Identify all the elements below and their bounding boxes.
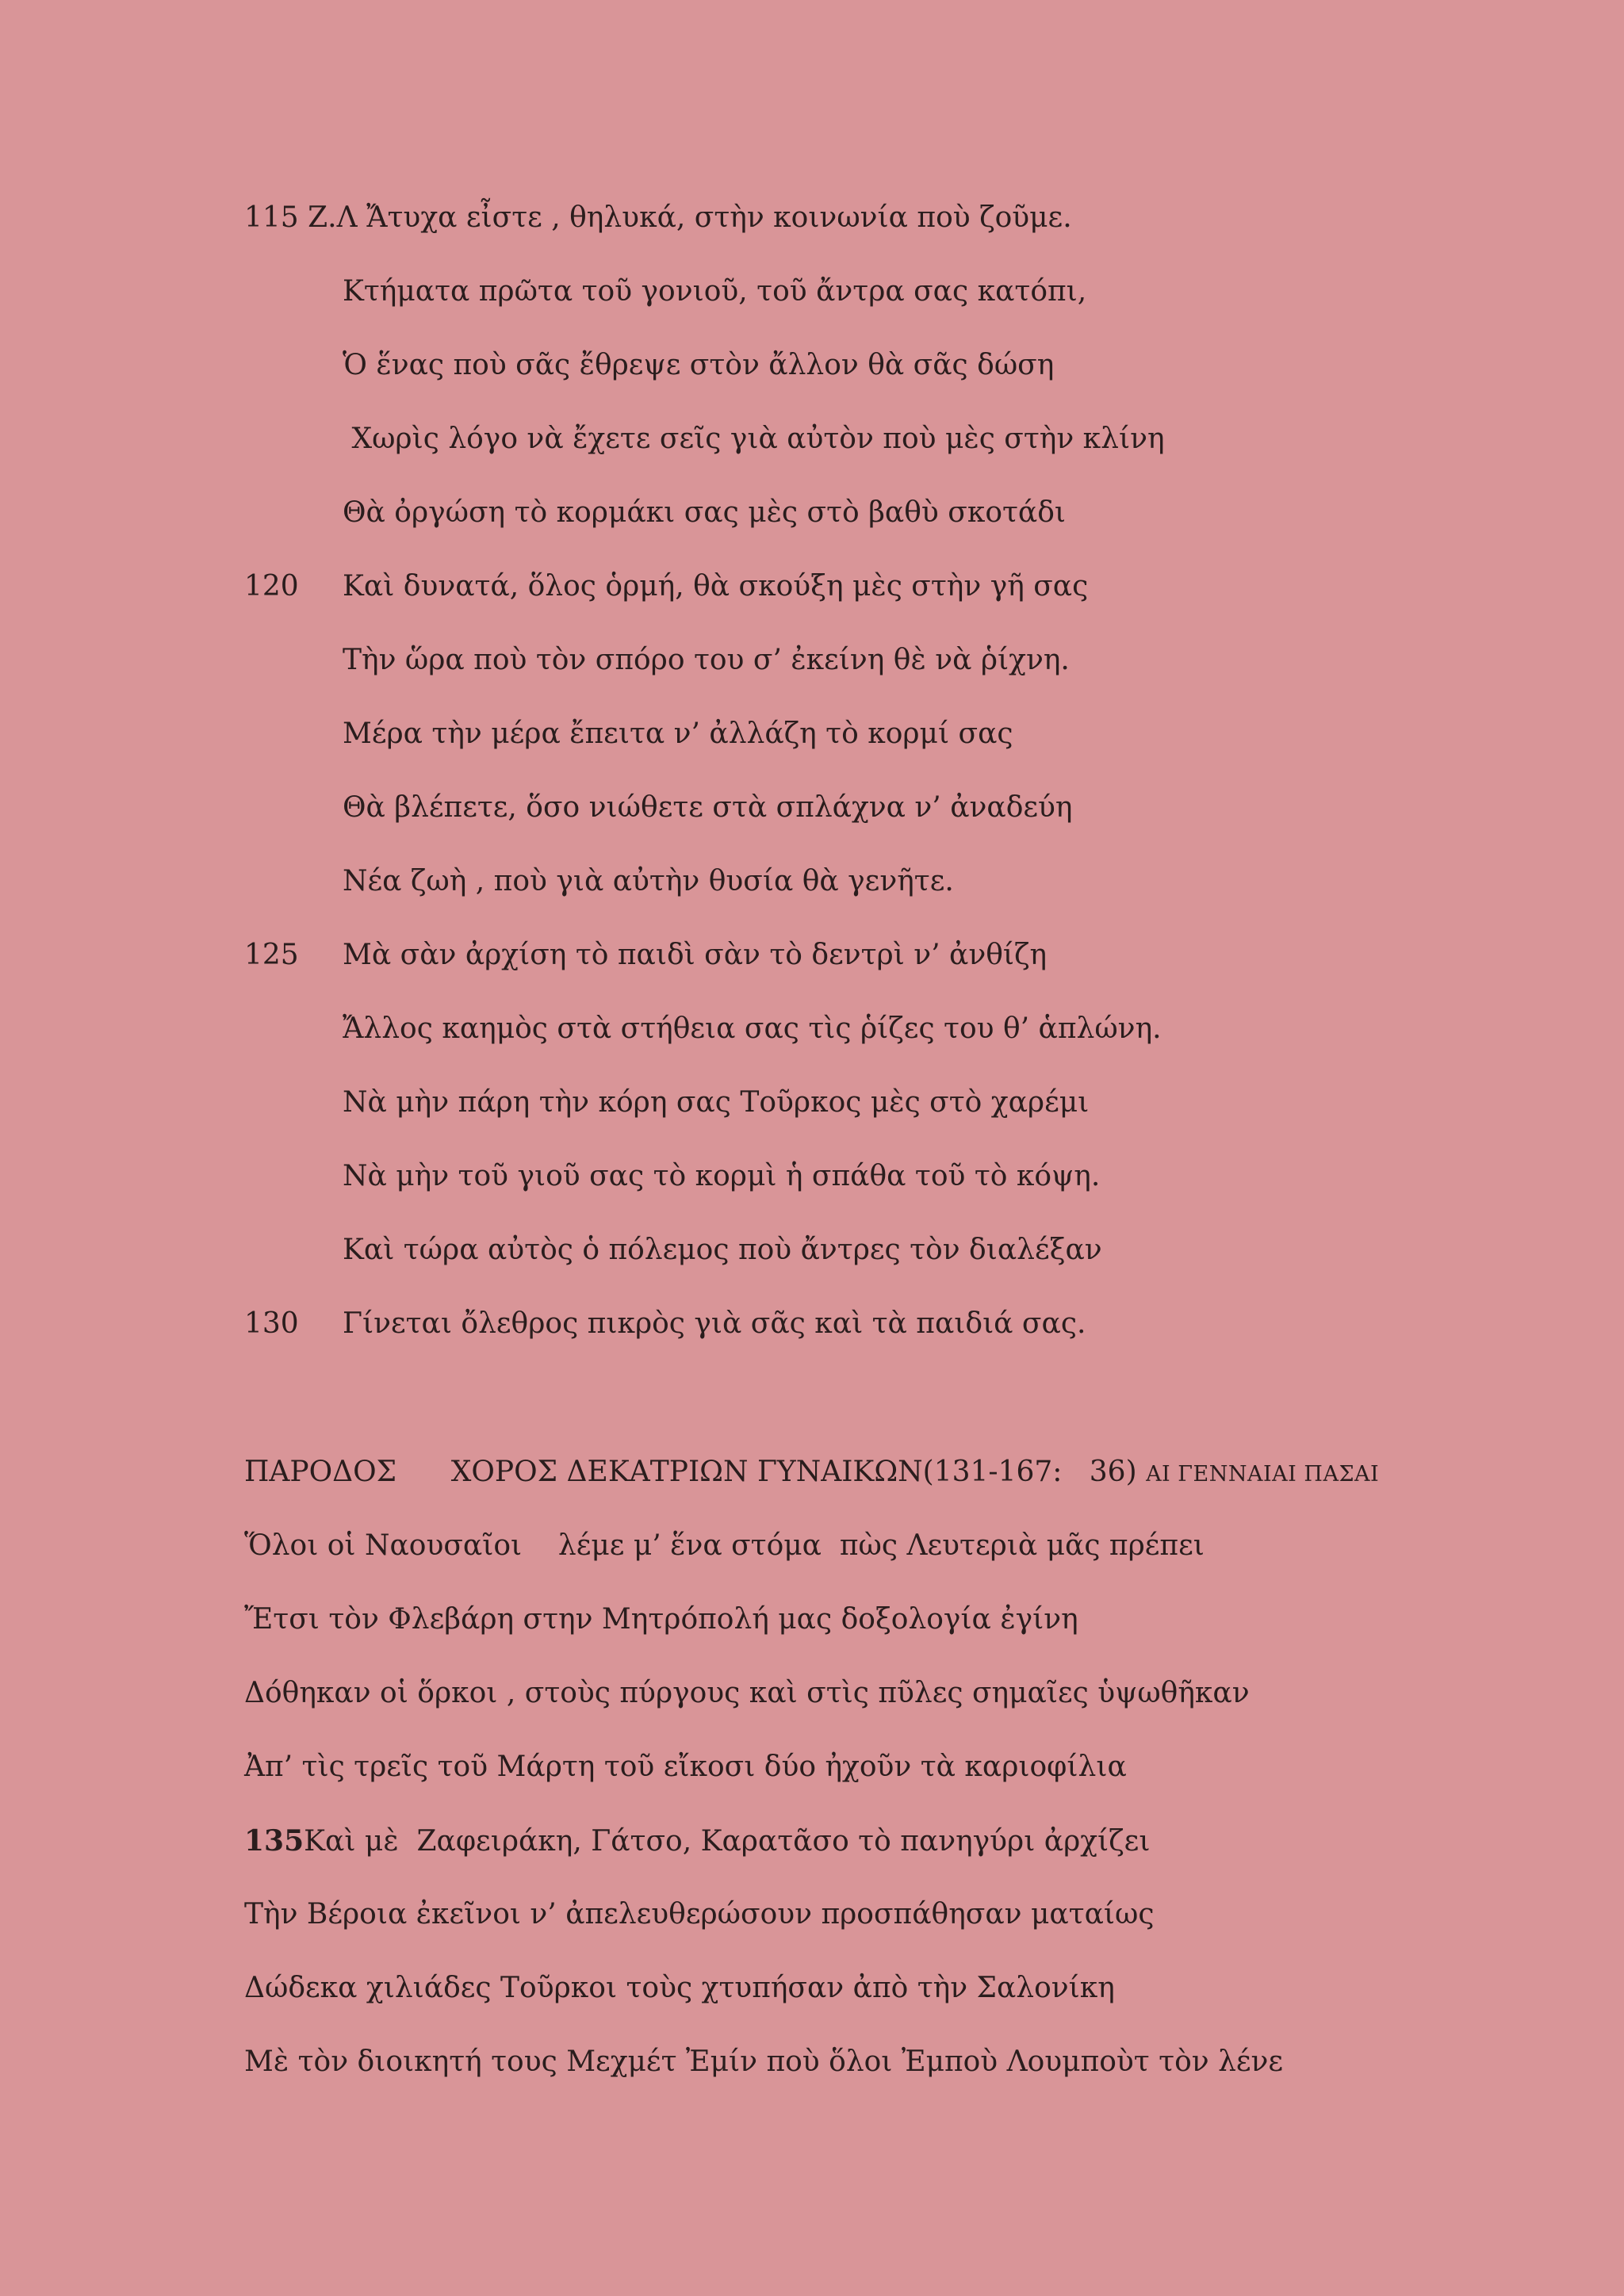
verse-text: Ὁ ἕνας ποὺ σᾶς ἔθρεψε στὸν ἄλλον θὰ σᾶς δώση xyxy=(343,349,1055,381)
verse-text: Γίνεται ὄλεθρος πικρὸς γιὰ σᾶς καὶ τὰ παιδιά σας. xyxy=(343,1307,1086,1340)
line-number: 115 xyxy=(244,201,299,234)
line-number: 125 xyxy=(244,939,299,971)
verse-text: Τὴν ὥρα ποὺ τὸν σπόρο του σ’ ἐκείνη θὲ νὰ ῥίχνη. xyxy=(343,644,1070,676)
verse-text: Μὲ τὸν διοικητή τους Μεχμέτ Ἐμίν ποὺ ὅλοι Ἐμποὺ Λουμποὺτ τὸν λένε xyxy=(244,2045,1284,2078)
verse-text: Τὴν Βέροια ἐκεῖνοι ν’ ἀπελευθερώσουν προσπάθησαν ματαίως xyxy=(244,1898,1155,1931)
verse-line-115 xyxy=(244,198,1072,238)
verse-text: Νέα ζωὴ , ποὺ γιὰ αὐτὴν θυσία θὰ γενῆτε. xyxy=(343,865,954,897)
section-heading xyxy=(244,1452,1379,1494)
line-number: 135 xyxy=(244,1824,304,1858)
verse-text: Ἔτσι τὸν Φλεβάρη στην Μητρόπολή μας δοξολογία ἐγίνη xyxy=(244,1603,1078,1636)
speaker-label: Ζ.Λ xyxy=(308,201,358,234)
line-number: 130 xyxy=(244,1307,299,1340)
verse-text: Θὰ ὀργώση τὸ κορμάκι σας μὲς στὸ βαθὺ σκοτάδι xyxy=(343,496,1067,529)
verse-text: Μέρα τὴν μέρα ἔπειτα ν’ ἀλλάζη τὸ κορμί σας xyxy=(343,718,1013,750)
section-title: ΧΟΡΟΣ ΔΕΚΑΤΡΙΩΝ ΓΥΝΑΙΚΩΝ(131-167: 36) xyxy=(450,1456,1137,1488)
verse-text: Νὰ μὴν τοῦ γιοῦ σας τὸ κορμὶ ἡ σπάθα τοῦ τὸ κόψη. xyxy=(343,1160,1101,1192)
verse-text: Καὶ δυνατά, ὅλος ὁρμή, θὰ σκούξη μὲς στὴν γῆ σας xyxy=(343,570,1089,603)
verse-text: Κτήματα πρῶτα τοῦ γονιοῦ, τοῦ ἄντρα σας κατόπι, xyxy=(343,275,1087,308)
verse-text: Χωρὶς λόγο νὰ ἔχετε σεῖς γιὰ αὐτὸν ποὺ μὲς στὴν κλίνη xyxy=(343,423,1165,455)
verse-text: Ἀπ’ τὶς τρεῖς τοῦ Μάρτη τοῦ εἴκοσι δύο ἠχοῦν τὰ καριοφίλια xyxy=(244,1751,1127,1783)
verse-text: Ὅλοι οἱ Ναουσαῖοι λέμε μ’ ἕνα στόμα πὼς Λευτεριὰ μᾶς πρέπει xyxy=(244,1529,1205,1562)
verse-line-135 xyxy=(244,1821,1150,1862)
line-number: 120 xyxy=(244,570,299,603)
verse-text: Μὰ σὰν ἀρχίση τὸ παιδὶ σὰν τὸ δεντρὶ ν’ ἀνθίζη xyxy=(343,939,1048,971)
verse-text: Θὰ βλέπετε, ὅσο νιώθετε στὰ σπλάχνα ν’ ἀναδεύη xyxy=(343,791,1073,824)
section-subtitle: ΑΙ ΓΕΝΝΑΙΑΙ ΠΑΣΑΙ xyxy=(1146,1462,1380,1487)
verse-text: Δώδεκα χιλιάδες Τοῦρκοι τοὺς χτυπήσαν ἀπὸ τὴν Σαλονίκη xyxy=(244,1972,1115,2004)
section-label: ΠΑΡΟΔΟΣ xyxy=(244,1456,397,1488)
verse-text: Καὶ μὲ Ζαφειράκη, Γάτσο, Καρατᾶσο τὸ πανηγύρι ἀρχίζει xyxy=(304,1825,1151,1858)
verse-text: Δόθηκαν οἱ ὅρκοι , στοὺς πύργους καὶ στὶς πῦλες σημαῖες ὑψωθῆκαν xyxy=(244,1677,1250,1709)
verse-text: Νὰ μὴν πάρη τὴν κόρη σας Τοῦρκος μὲς στὸ χαρέμι xyxy=(343,1086,1090,1119)
verse-text: Ἄτυχα εἶστε , θηλυκά, στὴν κοινωνία ποὺ ζοῦμε. xyxy=(366,201,1072,234)
verse-text: Ἄλλος καημὸς στὰ στήθεια σας τὶς ῥίζες του θ’ ἁπλώνη. xyxy=(343,1012,1162,1045)
verse-text: Καὶ τώρα αὐτὸς ὁ πόλεμος ποὺ ἄντρες τὸν διαλέξαν xyxy=(343,1234,1102,1266)
